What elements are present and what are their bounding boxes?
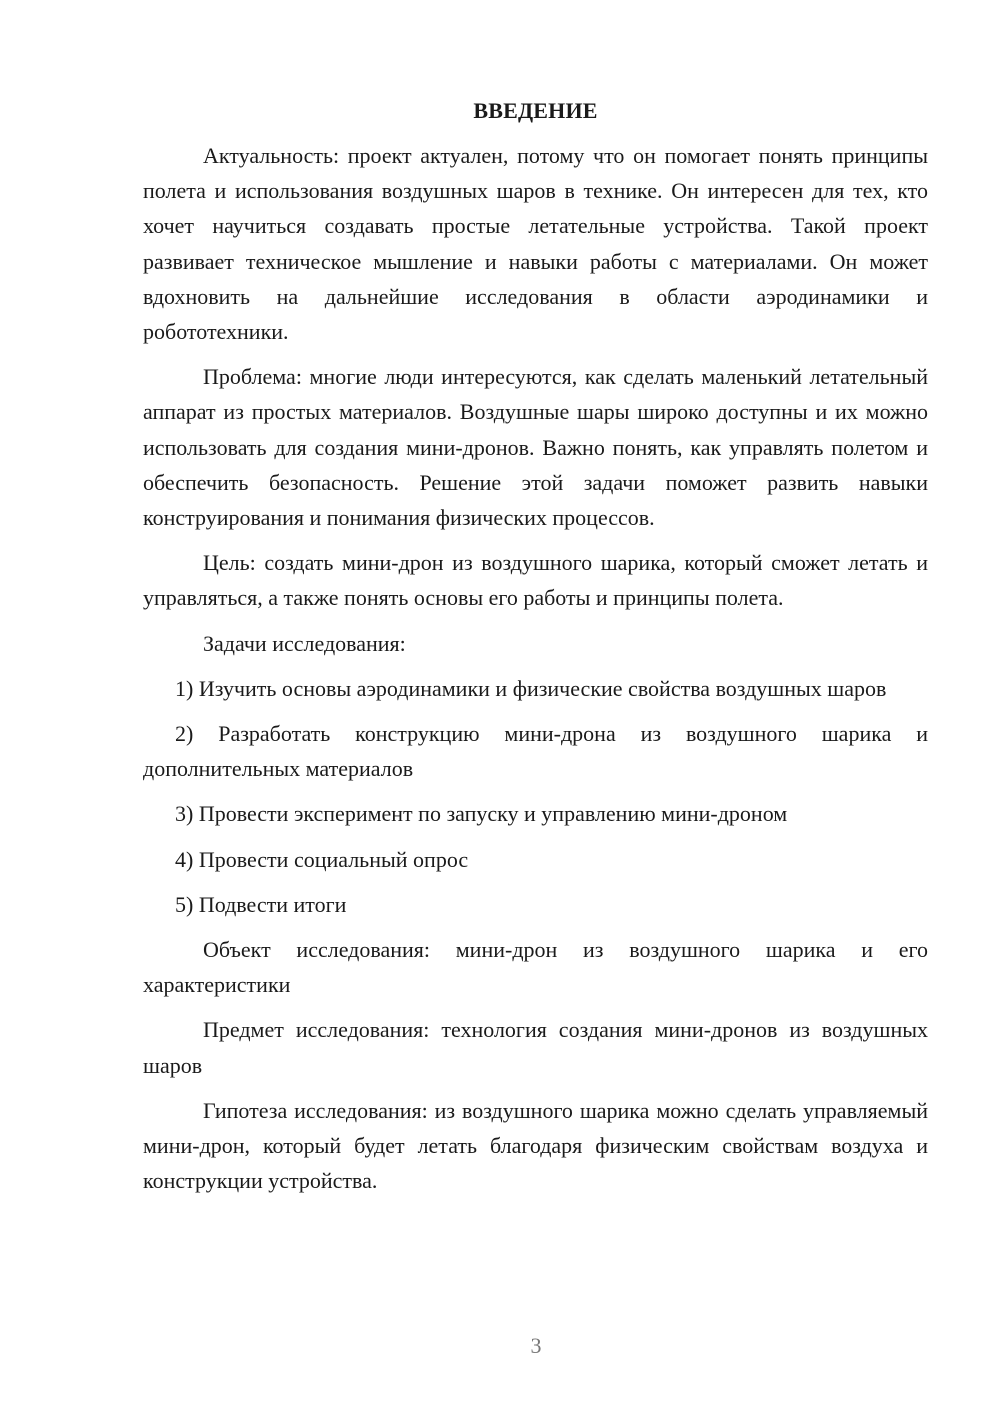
object-paragraph: Объект исследования: мини-дрон из воздушного шарика и его характеристики (143, 937, 928, 998)
task-item-5: 5) Подвести итоги (175, 891, 347, 917)
problem-paragraph: Проблема: многие люди интересуются, как сделать маленький летательный аппарат из простых материалов. Воздушные шары широко доступны и их можно использовать для создания мини-дронов. Важно понять, как управлять полетом и обеспечить безопасность. Решение этой задачи поможет развить навыки конструирования и понимания физических процессов. (143, 364, 928, 531)
tasks-heading: Задачи исследования: (203, 630, 406, 656)
task-item-4: 4) Провести социальный опрос (175, 846, 469, 872)
page-number: 3 (530, 1333, 542, 1358)
goal-paragraph: Цель: создать мини-дрон из воздушного шарика, который сможет летать и управляться, а также понять основы его работы и принципы полета. (143, 550, 928, 611)
subject-paragraph: Предмет исследования: технология создания мини-дронов из воздушных шаров (143, 1017, 928, 1078)
page-content (143, 96, 928, 1208)
hypothesis-paragraph: Гипотеза исследования: из воздушного шарика можно сделать управляемый мини-дрон, который будет летать благодаря физическим свойствам воздуха и конструкции устройства. (143, 1097, 928, 1194)
relevance-paragraph: Актуальность: проект актуален, потому что он помогает понять принципы полета и использования воздушных шаров в технике. Он интересен для тех, кто хочет научиться создавать простые летательные устройства. Такой проект развивает техническое мышление и навыки работы с материалами. Он может вдохновить на дальнейшие исследования в области аэродинамики и робототехники. (143, 143, 928, 345)
section-title: ВВЕДЕНИЕ (473, 98, 598, 123)
task-item-1: 1) Изучить основы аэродинамики и физические свойства воздушных шаров (175, 675, 887, 701)
task-item-2: 2) Разработать конструкцию мини-дрона из воздушного шарика и дополнительных материалов (143, 721, 928, 782)
task-item-3: 3) Провести эксперимент по запуску и управлению мини-дроном (175, 801, 788, 827)
